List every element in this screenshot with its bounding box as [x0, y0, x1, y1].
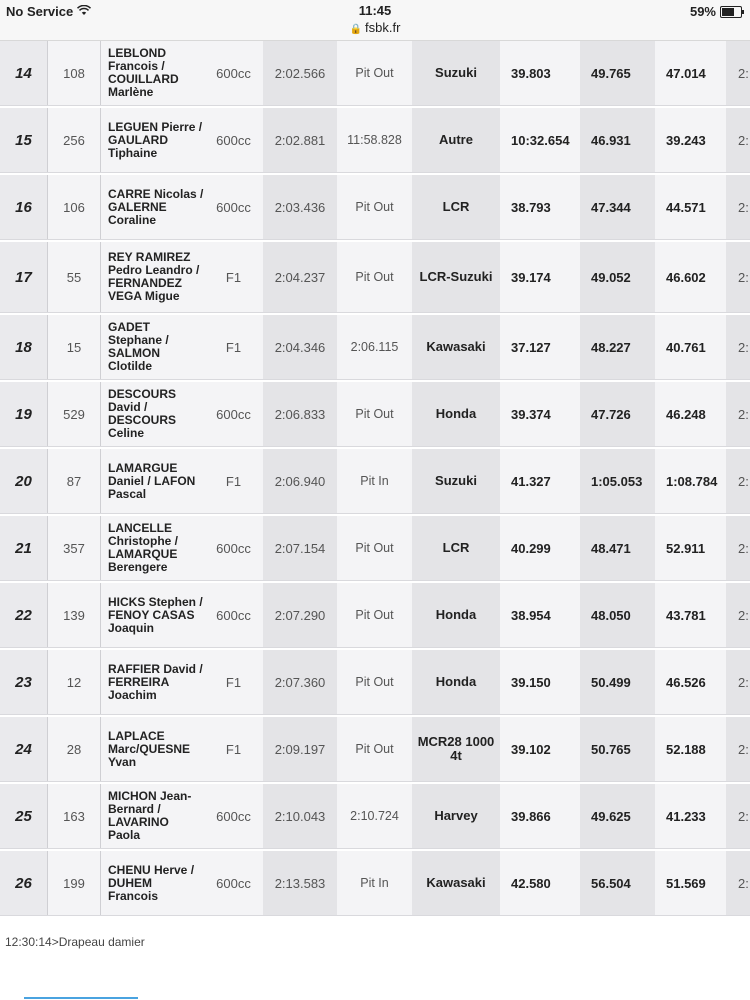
number-cell: 199 — [48, 851, 101, 915]
brand-cell: MCR28 1000 4t — [412, 717, 500, 781]
sector4-cell: 2: — [726, 516, 750, 580]
brand-cell: Kawasaki — [412, 315, 500, 379]
sector4-cell: 2: — [726, 175, 750, 239]
gap-cell: Pit In — [360, 876, 389, 890]
sector1-cell: 42.580 — [511, 875, 551, 891]
table-row[interactable] — [0, 108, 750, 173]
table-row[interactable] — [0, 175, 750, 240]
sector1-cell: 39.374 — [511, 406, 551, 422]
brand-cell: Harvey — [412, 784, 500, 848]
sector4-cell: 2: — [726, 583, 750, 647]
sector1-cell: 38.954 — [511, 607, 551, 623]
gap-cell: Pit Out — [355, 675, 394, 689]
position-cell: 21 — [0, 516, 48, 580]
table-row[interactable] — [0, 315, 750, 380]
class-cell: 600cc — [216, 199, 251, 215]
sector2-cell: 47.344 — [580, 175, 655, 239]
sector1-cell: 39.803 — [511, 65, 551, 81]
sector4-cell: 2: — [726, 449, 750, 513]
battery-status — [690, 4, 742, 19]
brand-cell: Kawasaki — [412, 851, 500, 915]
position-cell: 24 — [0, 717, 48, 781]
ios-status-bar — [0, 0, 750, 41]
class-cell: F1 — [225, 674, 242, 690]
table-row[interactable] — [0, 382, 750, 447]
sector1-cell: 10:32.654 — [511, 132, 570, 148]
class-cell: F1 — [225, 339, 242, 355]
sector4-cell: 2: — [726, 650, 750, 714]
gap-cell: 2:10.724 — [350, 809, 399, 823]
number-cell: 15 — [48, 315, 101, 379]
table-row[interactable] — [0, 449, 750, 514]
sector1-cell: 39.174 — [511, 269, 551, 285]
brand-cell: Honda — [412, 583, 500, 647]
lock-icon: 🔒 — [349, 24, 363, 35]
sector2-cell: 48.471 — [580, 516, 655, 580]
position-cell: 18 — [0, 315, 48, 379]
gap-cell: Pit Out — [355, 541, 394, 555]
table-row[interactable] — [0, 41, 750, 106]
class-cell: F1 — [225, 741, 242, 757]
table-row[interactable] — [0, 784, 750, 849]
sector4-cell: 2: — [726, 851, 750, 915]
number-cell: 256 — [48, 108, 101, 172]
number-cell: 163 — [48, 784, 101, 848]
sector2-cell: 47.726 — [580, 382, 655, 446]
driver-cell: MICHON Jean-Bernard / LAVARINO Paola — [108, 789, 192, 842]
best-lap-cell: 2:07.290 — [263, 583, 337, 647]
sector2-cell: 48.227 — [580, 315, 655, 379]
table-row[interactable] — [0, 583, 750, 648]
brand-cell: Autre — [412, 108, 500, 172]
sector4-cell: 2: — [726, 382, 750, 446]
sector2-cell: 49.052 — [580, 242, 655, 312]
best-lap-cell: 2:10.043 — [263, 784, 337, 848]
class-cell: 600cc — [216, 406, 251, 422]
best-lap-cell: 2:04.237 — [263, 242, 337, 312]
clock: 11:45 — [358, 3, 392, 18]
table-row[interactable] — [0, 717, 750, 782]
class-cell: F1 — [225, 473, 242, 489]
driver-cell: CHENU Herve / DUHEM Francois — [108, 862, 195, 903]
table-row[interactable] — [0, 650, 750, 715]
class-cell: 600cc — [216, 132, 251, 148]
number-cell: 87 — [48, 449, 101, 513]
sector3-cell: 46.602 — [666, 269, 706, 285]
brand-cell: Suzuki — [412, 41, 500, 105]
best-lap-cell: 2:09.197 — [263, 717, 337, 781]
sector2-cell: 49.765 — [580, 41, 655, 105]
number-cell: 529 — [48, 382, 101, 446]
best-lap-cell: 2:02.566 — [263, 41, 337, 105]
number-cell: 55 — [48, 242, 101, 312]
gap-cell: 11:58.828 — [347, 133, 402, 147]
sector4-cell: 2: — [726, 784, 750, 848]
number-cell: 139 — [48, 583, 101, 647]
position-cell: 14 — [0, 41, 48, 105]
table-row[interactable] — [0, 516, 750, 581]
sector1-cell: 40.299 — [511, 540, 551, 556]
sector3-cell: 43.781 — [666, 607, 706, 623]
scroll-indicator — [24, 997, 138, 999]
class-cell: 600cc — [216, 65, 251, 81]
best-lap-cell: 2:02.881 — [263, 108, 337, 172]
sector3-cell: 51.569 — [666, 875, 706, 891]
gap-cell: Pit Out — [355, 742, 394, 756]
brand-cell: Honda — [412, 650, 500, 714]
position-cell: 15 — [0, 108, 48, 172]
sector1-cell: 41.327 — [511, 473, 551, 489]
sector3-cell: 52.188 — [666, 741, 706, 757]
sector4-cell: 2: — [726, 315, 750, 379]
carrier-label: No Service — [6, 4, 74, 19]
sector3-cell: 1:08.784 — [666, 473, 718, 489]
sector2-cell: 1:05.053 — [580, 449, 655, 513]
sector2-cell: 48.050 — [580, 583, 655, 647]
brand-cell: Suzuki — [412, 449, 500, 513]
brand-cell: Honda — [412, 382, 500, 446]
battery-percent: 59% — [689, 4, 716, 19]
sector1-cell: 38.793 — [511, 199, 551, 215]
sector3-cell: 47.014 — [666, 65, 706, 81]
driver-cell: LAPLACE Marc/QUESNE Yvan — [108, 728, 191, 769]
sector3-cell: 39.243 — [666, 132, 706, 148]
gap-cell: Pit Out — [355, 407, 394, 421]
sector4-cell: 2: — [726, 108, 750, 172]
brand-cell: LCR-Suzuki — [412, 242, 500, 312]
gap-cell: Pit Out — [355, 200, 394, 214]
sector3-cell: 41.233 — [666, 808, 706, 824]
driver-cell: LEBLOND Francois / COUILLARD Marlène — [108, 46, 179, 99]
gap-cell: Pit Out — [355, 608, 394, 622]
class-cell: 600cc — [216, 607, 251, 623]
sector1-cell: 37.127 — [511, 339, 551, 355]
position-cell: 22 — [0, 583, 48, 647]
gap-cell: Pit In — [360, 474, 389, 488]
driver-cell: CARRE Nicolas / GALERNE Coraline — [108, 186, 204, 227]
gap-cell: 2:06.115 — [350, 340, 399, 354]
brand-cell: LCR — [412, 175, 500, 239]
driver-cell: LANCELLE Christophe / LAMARQUE Berengere — [108, 521, 179, 574]
best-lap-cell: 2:13.583 — [263, 851, 337, 915]
number-cell: 357 — [48, 516, 101, 580]
position-cell: 25 — [0, 784, 48, 848]
position-cell: 19 — [0, 382, 48, 446]
driver-cell: GADET Stephane / SALMON Clotilde — [108, 320, 169, 373]
driver-cell: HICKS Stephen / FENOY CASAS Joaquin — [108, 594, 203, 635]
driver-cell: LEGUEN Pierre / GAULARD Tiphaine — [108, 119, 203, 160]
best-lap-cell: 2:06.833 — [263, 382, 337, 446]
sector2-cell: 49.625 — [580, 784, 655, 848]
sector1-cell: 39.866 — [511, 808, 551, 824]
results-table — [0, 41, 750, 918]
number-cell: 28 — [48, 717, 101, 781]
position-cell: 20 — [0, 449, 48, 513]
best-lap-cell: 2:07.154 — [263, 516, 337, 580]
number-cell: 108 — [48, 41, 101, 105]
brand-cell: LCR — [412, 516, 500, 580]
sector2-cell: 50.499 — [580, 650, 655, 714]
race-message: 12:30:14>Drapeau damier — [5, 935, 145, 949]
position-cell: 23 — [0, 650, 48, 714]
url-text: fsbk.fr — [365, 20, 401, 35]
sector4-cell: 2: — [726, 717, 750, 781]
sector3-cell: 44.571 — [666, 199, 706, 215]
sector1-cell: 39.102 — [511, 741, 551, 757]
table-row[interactable] — [0, 851, 750, 916]
class-cell: 600cc — [216, 540, 251, 556]
table-row[interactable] — [0, 242, 750, 313]
sector2-cell: 56.504 — [580, 851, 655, 915]
position-cell: 16 — [0, 175, 48, 239]
sector3-cell: 40.761 — [666, 339, 706, 355]
class-cell: 600cc — [216, 875, 251, 891]
sector3-cell: 46.526 — [666, 674, 706, 690]
best-lap-cell: 2:03.436 — [263, 175, 337, 239]
battery-icon — [720, 6, 742, 18]
driver-cell: DESCOURS David / DESCOURS Celine — [108, 387, 177, 440]
number-cell: 106 — [48, 175, 101, 239]
driver-cell: RAFFIER David / FERREIRA Joachim — [108, 661, 203, 702]
sector2-cell: 50.765 — [580, 717, 655, 781]
gap-cell: Pit Out — [355, 66, 394, 80]
best-lap-cell: 2:04.346 — [263, 315, 337, 379]
best-lap-cell: 2:06.940 — [263, 449, 337, 513]
driver-cell: REY RAMIREZ Pedro Leandro / FERNANDEZ VEGA Migue — [108, 250, 200, 303]
sector4-cell: 2: — [726, 242, 750, 312]
sector2-cell: 46.931 — [580, 108, 655, 172]
sector3-cell: 46.248 — [666, 406, 706, 422]
sector1-cell: 39.150 — [511, 674, 551, 690]
position-cell: 17 — [0, 242, 48, 312]
class-cell: F1 — [225, 269, 242, 285]
driver-cell: LAMARGUE Daniel / LAFON Pascal — [108, 460, 196, 501]
class-cell: 600cc — [216, 808, 251, 824]
best-lap-cell: 2:07.360 — [263, 650, 337, 714]
sector4-cell: 2: — [726, 41, 750, 105]
position-cell: 26 — [0, 851, 48, 915]
sector3-cell: 52.911 — [666, 540, 706, 556]
gap-cell: Pit Out — [355, 270, 394, 284]
number-cell: 12 — [48, 650, 101, 714]
address-bar[interactable] — [0, 20, 750, 35]
